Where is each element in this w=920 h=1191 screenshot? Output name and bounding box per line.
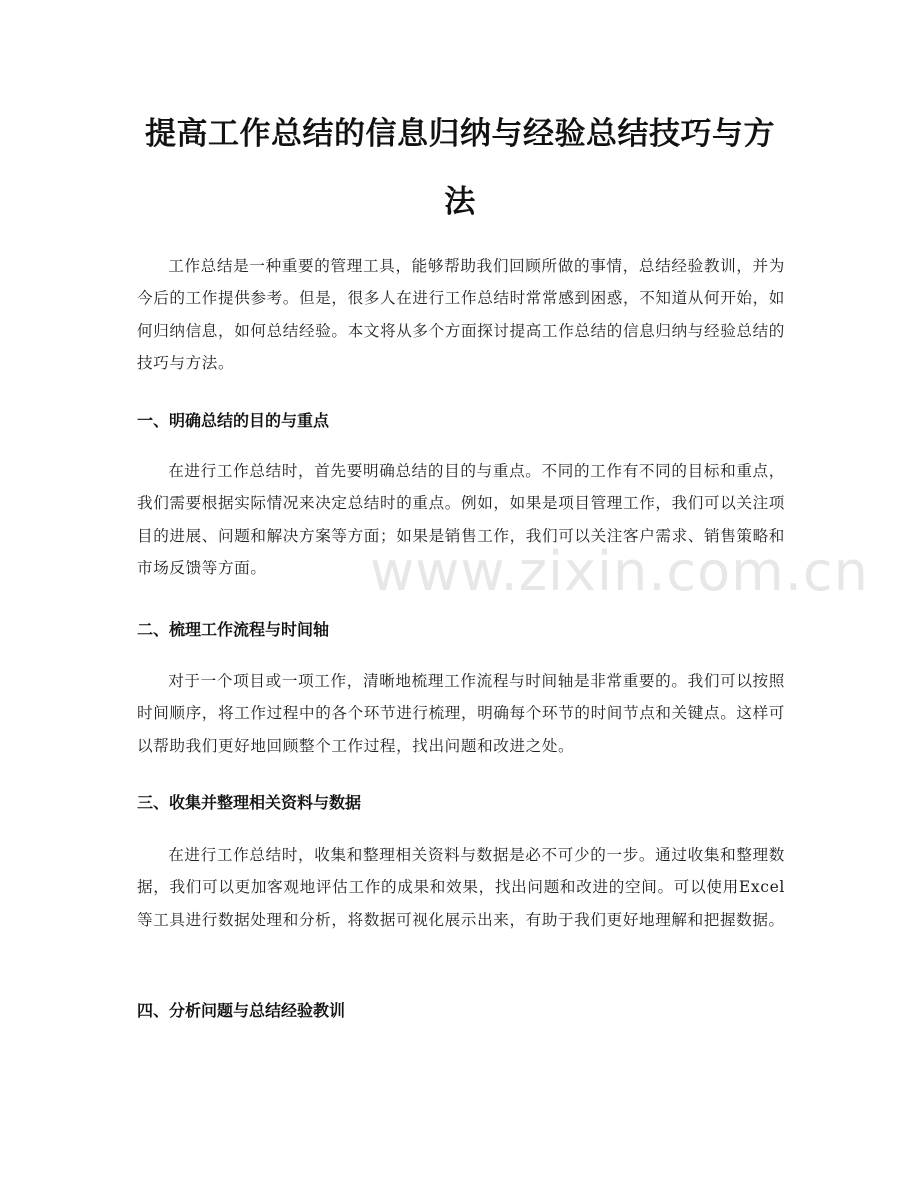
section-body-3: 在进行工作总结时，收集和整理相关资料与数据是必不可少的一步。通过收集和整理数据，我们可以更加客观地评估工作的成果和效果，找出问题和改进的空间。可以使用Excel等工具进行数据处理和分析，将数据可视化展示出来，有助于我们更好地理解和把握数据。	[137, 846, 785, 929]
section-heading-4: 四、分析问题与总结经验教训	[137, 1001, 346, 1020]
intro-paragraph: 工作总结是一种重要的管理工具，能够帮助我们回顾所做的事情，总结经验教训，并为今后的工作提供参考。但是，很多人在进行工作总结时常常感到困惑，不知道从何开始，如何归纳信息，如何总结经验。本文将从多个方面探讨提高工作总结的信息归纳与经验总结的技巧与方法。	[137, 257, 785, 373]
section-heading-1: 一、明确总结的目的与重点	[137, 411, 330, 430]
section-body-1: 在进行工作总结时，首先要明确总结的目的与重点。不同的工作有不同的目标和重点，我们需要根据实际情况来决定总结时的重点。例如，如果是项目管理工作，我们可以关注项目的进展、问题和解决方案等方面；如果是销售工作，我们可以关注客户需求、销售策略和市场反馈等方面。	[137, 462, 785, 578]
document-title: 提高工作总结的信息归纳与经验总结技巧与方法	[145, 116, 775, 220]
section-heading-2: 二、梳理工作流程与时间轴	[137, 620, 330, 639]
section-heading-3: 三、收集并整理相关资料与数据	[137, 793, 362, 812]
section-body-2: 对于一个项目或一项工作，清晰地梳理工作流程与时间轴是非常重要的。我们可以按照时间顺序，将工作过程中的各个环节进行梳理，明确每个环节的时间节点和关键点。这样可以帮助我们更好地回顾整个工作过程，找出问题和改进之处。	[137, 672, 785, 755]
watermark: www.zixin.com.cn	[370, 540, 869, 603]
